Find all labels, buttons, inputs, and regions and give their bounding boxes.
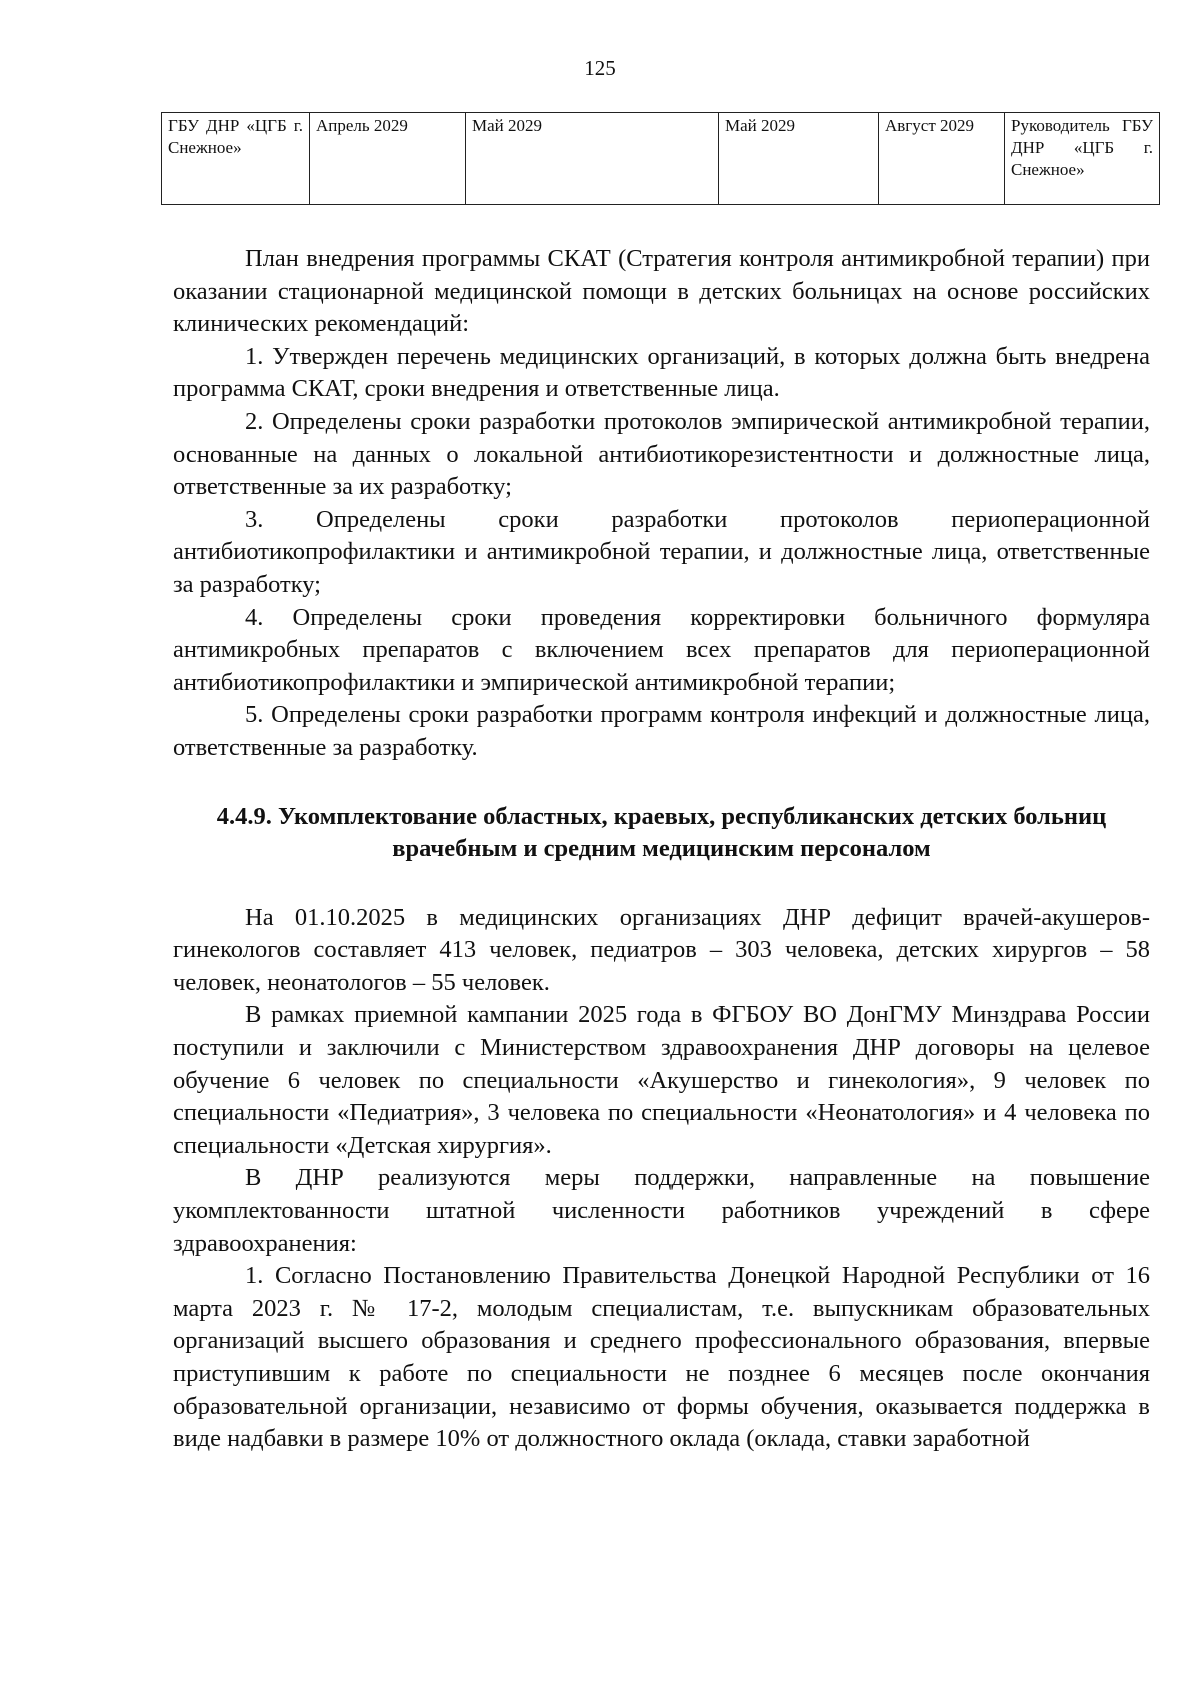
table-cell-organization: ГБУ ДНР «ЦГБ г. Снежное» bbox=[162, 113, 310, 205]
list-item: 1. Утвержден перечень медицинских организаций, в которых должна быть внедрена программа СКАТ, сроки внедрения и ответственные лица. bbox=[173, 342, 1150, 403]
table-cell-date: Май 2029 bbox=[719, 113, 879, 205]
section-heading bbox=[173, 801, 1150, 866]
paragraph: На 01.10.2025 в медицинских организациях ДНР дефицит врачей-акушеров-гинекологов составляет 413 человек, педиатров – 303 человека, детских хирургов – 58 человек, неонатологов – 55 человек. bbox=[173, 903, 1150, 996]
list-item: 3. Определены сроки разработки протоколов периоперационной антибиотикопрофилактики и антимикробной терапии, и должностные лица, ответственные за разработку; bbox=[173, 505, 1150, 598]
table-cell-responsible: Руководитель ГБУ ДНР «ЦГБ г. Снежное» bbox=[1005, 113, 1160, 205]
paragraph: План внедрения программы СКАТ (Стратегия контроля антимикробной терапии) при оказании стационарной медицинской помощи в детских больницах на основе российских клинических рекомендаций: bbox=[173, 245, 1150, 338]
schedule-table bbox=[161, 112, 1160, 205]
paragraph: В ДНР реализуются меры поддержки, направленные на повышение укомплектованности штатной численности работников учреждений в сфере здравоохранения: bbox=[173, 1164, 1150, 1257]
document-body bbox=[173, 243, 1150, 1456]
table-cell-date: Май 2029 bbox=[466, 113, 719, 205]
table-cell-start-date: Апрель 2029 bbox=[310, 113, 466, 205]
list-item: 2. Определены сроки разработки протоколов эмпирической антимикробной терапии, основанные на данных о локальной антибиотикорезистентности и должностные лица, ответственные за их разработку; bbox=[173, 407, 1150, 501]
list-item: 1. Согласно Постановлению Правительства Донецкой Народной Республики от 16 марта 2023 г. № 17-2, молодым специалистам, т.е. выпускникам образовательных организаций высшего образования и среднего профессионального образования, впервые приступившим к работе по специальности не позднее 6 месяцев после окончания образовательной организации, независимо от формы обучения, оказывается поддержка в виде надбавки в размере 10% от должностного оклада (оклада, ставки заработной bbox=[173, 1262, 1150, 1453]
list-item: 4. Определены сроки проведения корректировки больничного формуляра антимикробных препаратов с включением всех препаратов для периоперационной антибиотикопрофилактики и эмпирической антимикробной терапии; bbox=[173, 603, 1150, 696]
list-item: 5. Определены сроки разработки программ контроля инфекций и должностные лица, ответственные за разработку. bbox=[173, 701, 1150, 761]
table-row bbox=[162, 113, 1160, 205]
section-number: 4.4.9. bbox=[216, 802, 272, 830]
paragraph: В рамках приемной кампании 2025 года в ФГБОУ ВО ДонГМУ Минздрава России поступили и заключили с Министерством здравоохранения ДНР договоры на целевое обучение 6 человек по специальности «Акушерство и гинекология», 9 человек по специальности «Педиатрия», 3 человека по специальности «Неонатология» и 4 человека по специальности «Детская хирургия». bbox=[173, 1001, 1150, 1159]
section-title: Укомплектование областных, краевых, республиканских детских больниц врачебным и средним медицинским персоналом bbox=[278, 802, 1107, 863]
table-cell-end-date: Август 2029 bbox=[879, 113, 1005, 205]
page-number: 125 bbox=[584, 56, 616, 80]
